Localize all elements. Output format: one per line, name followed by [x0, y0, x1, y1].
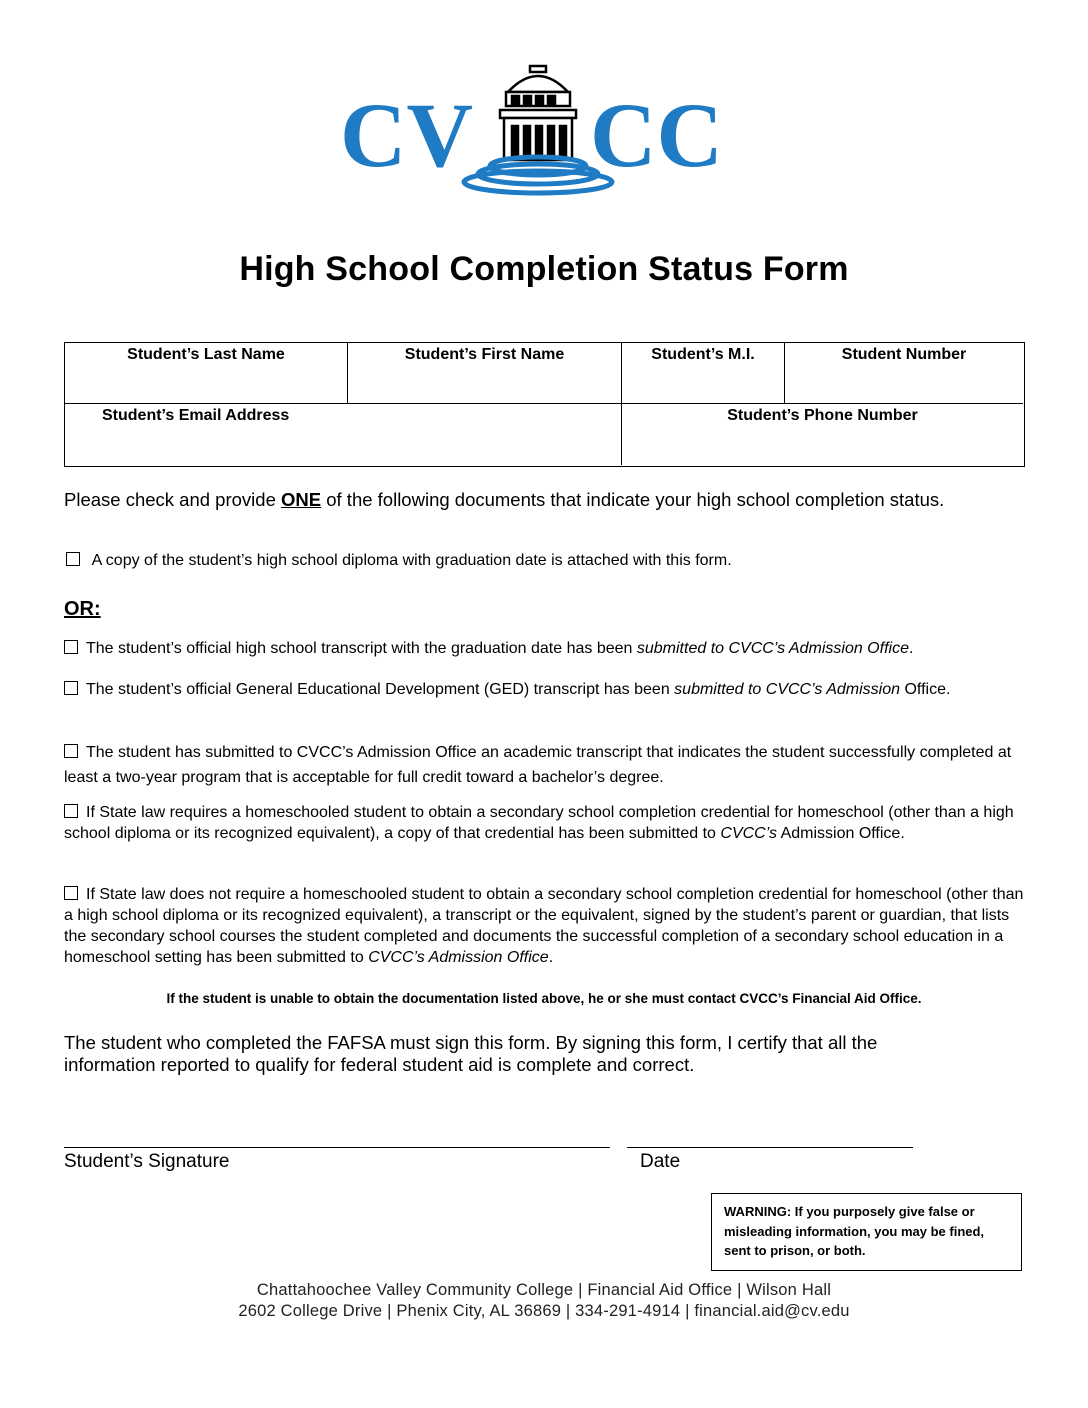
option-text: The student’s official high school transcript with the graduation date has been: [86, 640, 637, 657]
student-number-cell[interactable]: [785, 343, 1023, 404]
option-tail: Admission Office.: [777, 825, 905, 842]
cvcc-logo: [340, 62, 735, 197]
logo-letters-cv: CV: [340, 84, 473, 186]
option-tail: .: [908, 640, 914, 657]
option-italic: submitted to CVCC’s Admission Office: [636, 640, 909, 657]
checkbox-homeschool-transcript[interactable]: [64, 886, 78, 900]
first-name-cell[interactable]: [348, 343, 622, 404]
option-transcript: [64, 638, 1024, 659]
mi-cell[interactable]: [622, 343, 785, 404]
checkbox-homeschool-credential[interactable]: [64, 804, 78, 818]
last-name-label: Student’s Last Name: [127, 346, 285, 363]
checkbox-transcript[interactable]: [64, 640, 78, 654]
option-academic-transcript: [64, 740, 1024, 790]
option-diploma: [66, 552, 732, 570]
building-icon: [500, 66, 576, 160]
signature-label: Student’s Signature: [64, 1151, 230, 1172]
instructions-emphasis: ONE: [281, 489, 322, 510]
financial-aid-notice: If the student is unable to obtain the documentation listed above, he or she must contact CVCC’s Financial Aid Office.: [166, 991, 922, 1006]
footer-line-1: Chattahoochee Valley Community College | Financial Aid Office | Wilson Hall: [256, 1281, 832, 1299]
option-text: The student’s official General Educational Development (GED) transcript has been: [86, 681, 675, 698]
date-line[interactable]: [627, 1147, 913, 1148]
instructions-pre: Please check and provide: [64, 489, 281, 510]
checkbox-ged[interactable]: [64, 681, 78, 695]
email-cell[interactable]: [65, 404, 622, 465]
signature-line[interactable]: [64, 1147, 610, 1148]
option-homeschool-credential: [64, 802, 1024, 844]
last-name-cell[interactable]: [65, 343, 348, 404]
instructions: [64, 489, 944, 511]
option-italic: CVCC’s: [720, 825, 777, 842]
option-text: If State law does not require a homeschooled student to obtain a secondary school completion credential for homeschool (other than a high school diploma or its recognized equivalent), a transcript or the equivalent, signed by the student’s parent or guardian, that lists the secondary school courses the student completed and documents the successful completion of a secondary school education in a homeschool setting has been submitted to: [64, 886, 1024, 966]
option-text: If State law requires a homeschooled student to obtain a secondary school completion credential for homeschool (other than a high school diploma or its recognized equivalent), a copy of that credential has been submitted to: [64, 804, 1014, 842]
instructions-post: of the following documents that indicate your high school completion status.: [321, 489, 945, 510]
email-label: Student’s Email Address: [102, 407, 290, 424]
option-text: The student has submitted to CVCC’s Admission Office an academic transcript that indicates the student successfully completed at least a two-year program that is acceptable for full credit toward a bachelor’s degree.: [64, 744, 1012, 786]
certification-text: The student who completed the FAFSA must sign this form. By signing this form, I certify that all the information reported to qualify for federal student aid is complete and correct.: [64, 1032, 878, 1075]
student-number-label: Student Number: [841, 346, 967, 363]
option-tail: .: [548, 949, 554, 966]
mi-label: Student’s M.I.: [651, 346, 755, 363]
footer-line-2: 2602 College Drive | Phenix City, AL 36869 | 334-291-4914 | financial.aid@cv.edu: [238, 1302, 850, 1320]
first-name-label: Student’s First Name: [404, 346, 565, 363]
phone-cell[interactable]: [622, 404, 1023, 465]
option-italic: CVCC’s Admission Office: [368, 949, 549, 966]
option-diploma-text: A copy of the student’s high school diploma with graduation date is attached with this form.: [91, 552, 732, 569]
warning-box: WARNING: If you purposely give false or misleading information, you may be fined, sent to prison, or both.: [711, 1193, 1022, 1271]
option-ged: [64, 679, 1004, 700]
phone-label: Student’s Phone Number: [727, 407, 918, 424]
option-homeschool-transcript: [64, 884, 1024, 968]
page-title: High School Completion Status Form: [239, 250, 849, 288]
date-label: Date: [640, 1151, 681, 1172]
option-italic: submitted to CVCC’s Admission: [674, 681, 901, 698]
checkbox-diploma[interactable]: [66, 552, 80, 566]
checkbox-academic-transcript[interactable]: [64, 744, 78, 758]
or-label: OR:: [64, 598, 101, 620]
student-info-table: [64, 342, 1025, 467]
option-tail: Office.: [900, 681, 951, 698]
logo-letters-cc: CC: [590, 84, 723, 186]
